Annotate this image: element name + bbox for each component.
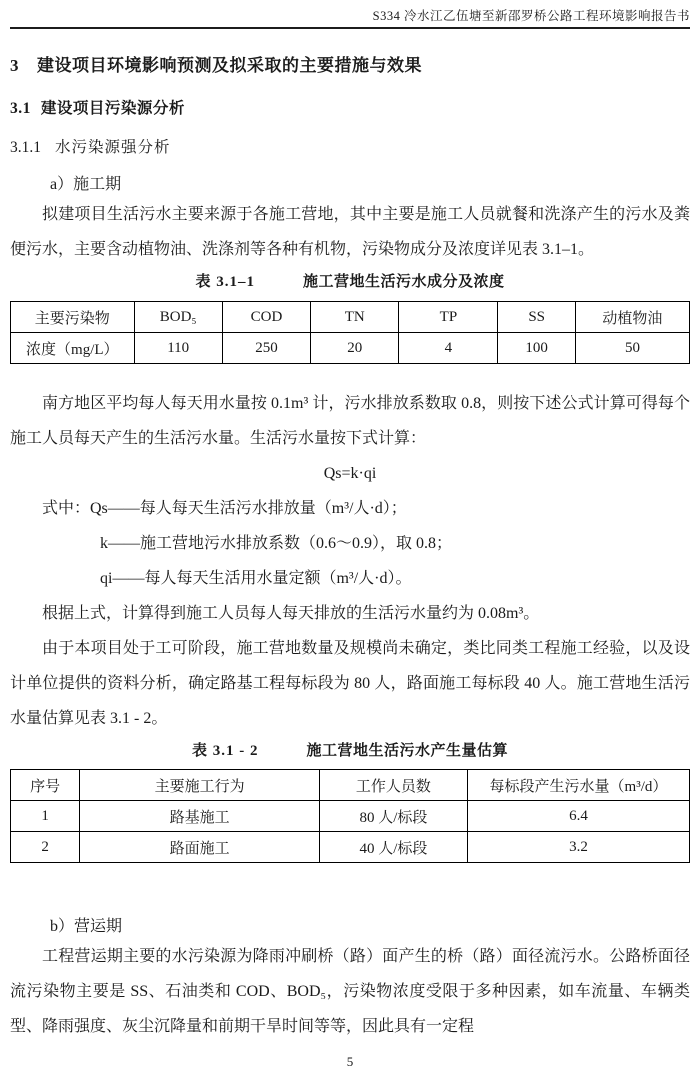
page-number: 5 (346, 1054, 354, 1069)
table-sewage-composition (10, 301, 690, 364)
formula-qs: Qs=k·qi (323, 465, 377, 482)
table1-value-cell: 4 (399, 333, 498, 364)
table1-value-cell: 50 (575, 333, 689, 364)
table2-cell: 1 (11, 801, 80, 832)
table1-row-label: 浓度（mg/L） (11, 333, 135, 364)
heading-chapter-title: 建设项目环境影响预测及拟采取的主要措施与效果 (37, 56, 422, 75)
table2-cell: 路面施工 (80, 832, 320, 863)
heading-subsection-3-1-1 (10, 135, 690, 157)
spacer (10, 863, 690, 899)
heading-section-number: 3.1 (10, 100, 31, 117)
table2-cell: 3.2 (467, 832, 689, 863)
table1-header-cell: TN (311, 302, 399, 333)
formula-definition-qs: 式中：Qs——每人每天生活污水排放量（m³/人·d）； (42, 500, 407, 517)
table1-value-cell: 250 (222, 333, 310, 364)
table1-caption (10, 271, 690, 293)
heading-section-title: 建设项目污染源分析 (40, 100, 185, 117)
paragraph-camp-estimate: 由于本项目处于工可阶段，施工营地数量及规模尚未确定，类比同类工程施工经验，以及设计单位提供的资料分析，确定路基工程每标段为 80 人，路面施工每标段 40 人。施工营地生活污水量估算见表 3.1 - 2。 (10, 640, 690, 727)
table1-header-cell: SS (498, 302, 575, 333)
formula-definition-qi: qi——每人每天生活用水量定额（m³/人·d）。 (100, 570, 412, 587)
heading-subsection-title: 水污染源强分析 (55, 139, 171, 156)
table2-cell: 6.4 (467, 801, 689, 832)
running-header-title: S334 冷水江乙伍塘至新邵罗桥公路工程环境影响报告书 (372, 9, 690, 23)
paragraph-operation-runoff: 工程营运期主要的水污染源为降雨冲刷桥（路）面产生的桥（路）面径流污水。公路桥面径流污染物主要是 SS、石油类和 COD、BOD₅，污染物浓度受限于多种因素，如车流量、车辆类型、降雨强度、灰尘沉降量和前期干旱时间等等，因此具有一定程 (10, 948, 690, 1035)
table2-cell: 80 人/标段 (319, 801, 467, 832)
table-sewage-output-estimate (10, 769, 690, 863)
table1-header-cell: 主要污染物 (11, 302, 135, 333)
table1-header-cell: COD (222, 302, 310, 333)
table2-cell: 40 人/标段 (319, 832, 467, 863)
table1-header-cell: BOD₅ (134, 302, 222, 333)
heading-section-3-1 (10, 96, 690, 118)
table1-caption-number: 表 3.1–1 (195, 274, 255, 290)
table-row (11, 302, 690, 333)
paragraph-water-usage-calc: 南方地区平均每人每天用水量按 0.1m³ 计，污水排放系数取 0.8，则按下述公式计算可得每个施工人员每天产生的生活污水量。生活污水量按下式计算： (10, 395, 690, 447)
table1-value-cell: 100 (498, 333, 575, 364)
table-row (11, 801, 690, 832)
table1-value-cell: 20 (311, 333, 399, 364)
table1-value-cell: 110 (134, 333, 222, 364)
heading-chapter-3 (10, 51, 690, 76)
list-item-a-construction-period: a）施工期 (50, 176, 122, 193)
list-item-b-operation-period: b）营运期 (50, 918, 123, 935)
table2-caption-number: 表 3.1 - 2 (191, 743, 259, 759)
spacer (10, 364, 690, 386)
table2-caption-title: 施工营地生活污水产生量估算 (306, 742, 508, 759)
formula-definition-k: k——施工营地污水排放系数（0.6～0.9），取 0.8； (100, 535, 453, 552)
running-header (10, 0, 690, 29)
table1-caption-title: 施工营地生活污水成分及浓度 (303, 273, 505, 290)
table2-header-cell: 每标段产生污水量（m³/d） (467, 770, 689, 801)
table1-header-cell: 动植物油 (575, 302, 689, 333)
heading-subsection-number: 3.1.1 (10, 139, 41, 156)
table2-caption (10, 740, 690, 762)
table2-cell: 路基施工 (80, 801, 320, 832)
table2-header-cell: 主要施工行为 (80, 770, 320, 801)
table-row (11, 832, 690, 863)
table2-header-cell: 序号 (11, 770, 80, 801)
table1-header-cell: TP (399, 302, 498, 333)
paragraph-result-per-person: 根据上式，计算得到施工人员每人每天排放的生活污水量约为 0.08m³。 (42, 605, 540, 622)
table2-cell: 2 (11, 832, 80, 863)
heading-chapter-number: 3 (10, 56, 19, 75)
table2-header-cell: 工作人员数 (319, 770, 467, 801)
table-row (11, 333, 690, 364)
table-row (11, 770, 690, 801)
paragraph-wastewater-sources: 拟建项目生活污水主要来源于各施工营地，其中主要是施工人员就餐和洗涤产生的污水及粪便污水，主要含动植物油、洗涤剂等各种有机物，污染物成分及浓度详见表 3.1–1。 (10, 206, 690, 258)
